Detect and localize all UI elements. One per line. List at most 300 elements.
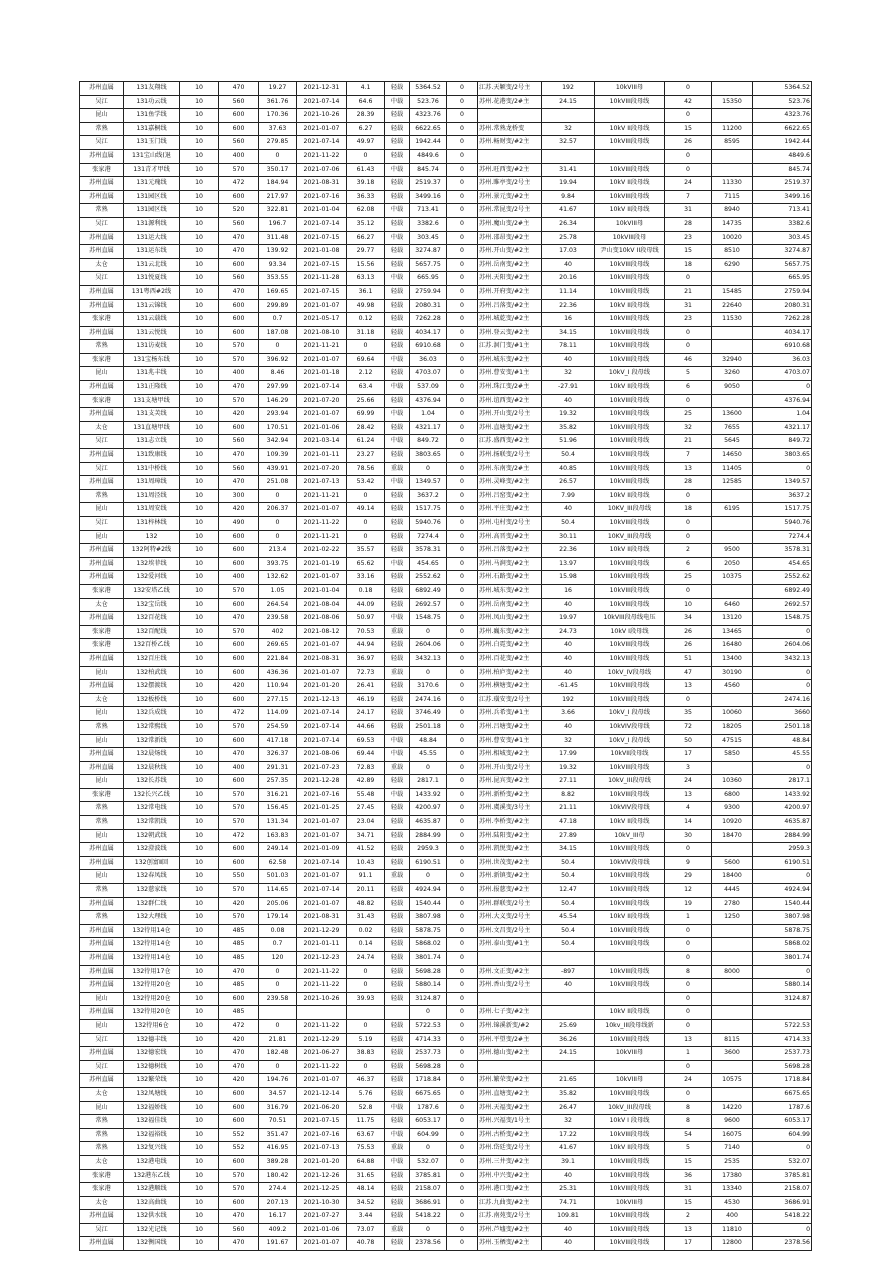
table-row — [80, 353, 812, 367]
cell-available-capacity — [753, 1006, 812, 1020]
cell-line-name: 131梓林线 — [124, 517, 180, 531]
cell-source-substation: 苏州.魔山变/2#主 — [478, 217, 542, 231]
cell-rated-current: 470 — [219, 1237, 259, 1251]
cell-line-name: 131运大线 — [124, 231, 180, 245]
cell-capacity: 30190 — [712, 666, 753, 680]
cell-capacity — [712, 394, 753, 408]
cell-spare-capacity: 5722.53 — [410, 1019, 447, 1033]
cell-spare-capacity: 5657.75 — [410, 258, 447, 272]
cell-spare-capacity: 2692.57 — [410, 598, 447, 612]
cell-source-substation: 苏州.港口变/#2主 — [478, 1183, 542, 1197]
cell-load-level: 轻载 — [385, 394, 410, 408]
cell-rated-current: 470 — [219, 1210, 259, 1224]
cell-district: 常熟 — [80, 489, 124, 503]
cell-peak-date: 2021-12-23 — [297, 952, 347, 966]
cell-available-capacity: 6622.65 — [753, 122, 812, 136]
cell-available-capacity: 1517.75 — [753, 503, 812, 517]
cell-load-level: 重载 — [385, 870, 410, 884]
table-row — [80, 394, 812, 408]
cell-rated-current: 470 — [219, 612, 259, 626]
cell-load-rate: 0.02 — [347, 924, 385, 938]
cell-max-current: 342.94 — [259, 435, 297, 449]
cell-capacity: 10920 — [712, 816, 753, 830]
cell-transformer-margin: 3.66 — [542, 707, 595, 721]
cell-peak-date: 2021-12-25 — [297, 1183, 347, 1197]
cell-district: 太仓 — [80, 1087, 124, 1101]
cell-spare-capacity: 1548.75 — [410, 612, 447, 626]
cell-available-capacity: 1942.44 — [753, 136, 812, 150]
cell-user-count: 0 — [665, 394, 712, 408]
cell-max-current: 19.27 — [259, 82, 297, 96]
cell-rated-current: 470 — [219, 231, 259, 245]
cell-bus-section: 10kV II段母线 — [595, 1006, 665, 1020]
cell-bus-section: 10kVIII段母线 — [595, 979, 665, 993]
cell-transformer-margin: 16 — [542, 313, 595, 327]
cell-load-level: 轻载 — [385, 938, 410, 952]
cell-capacity: 3260 — [712, 367, 753, 381]
cell-bus-section: 10kVIII段母线 — [595, 272, 665, 286]
cell-source-substation: 苏州.邵昂变/#2主 — [478, 231, 542, 245]
cell-col-zero: 0 — [447, 652, 478, 666]
cell-user-count: 0 — [665, 843, 712, 857]
cell-load-rate: 23.04 — [347, 816, 385, 830]
cell-voltage: 10 — [180, 245, 219, 259]
cell-line-name: 132晨秋线 — [124, 761, 180, 775]
cell-spare-capacity: 4200.97 — [410, 802, 447, 816]
cell-max-current: 132.62 — [259, 571, 297, 585]
cell-rated-current: 600 — [219, 1087, 259, 1101]
cell-col-zero: 0 — [447, 109, 478, 123]
cell-district: 苏州直属 — [80, 231, 124, 245]
cell-district: 张家港 — [80, 639, 124, 653]
cell-load-rate — [347, 1006, 385, 1020]
cell-rated-current: 560 — [219, 95, 259, 109]
cell-load-rate: 10.43 — [347, 856, 385, 870]
cell-peak-date: 2021-08-06 — [297, 748, 347, 762]
cell-rated-current: 570 — [219, 1183, 259, 1197]
table-row — [80, 163, 812, 177]
cell-bus-section: 10kVIII段母线 — [595, 476, 665, 490]
cell-available-capacity: 6892.49 — [753, 584, 812, 598]
cell-max-current: 194.76 — [259, 1074, 297, 1088]
cell-col-zero: 0 — [447, 1210, 478, 1224]
cell-capacity — [712, 1060, 753, 1074]
cell-bus-section: 10kVIII段母线 — [595, 788, 665, 802]
cell-peak-date: 2021-01-07 — [297, 122, 347, 136]
cell-load-level: 中载 — [385, 1128, 410, 1142]
cell-capacity: 5850 — [712, 748, 753, 762]
cell-max-current: 16.17 — [259, 1210, 297, 1224]
cell-bus-section: 10kV II段母线 — [595, 1142, 665, 1156]
cell-col-zero: 0 — [447, 1223, 478, 1237]
cell-line-name: 131云锦线 — [124, 299, 180, 313]
cell-district: 常熟 — [80, 816, 124, 830]
cell-available-capacity: 7262.28 — [753, 313, 812, 327]
cell-load-rate: 27.45 — [347, 802, 385, 816]
cell-voltage: 10 — [180, 884, 219, 898]
cell-spare-capacity: 2537.73 — [410, 1047, 447, 1061]
cell-transformer-margin: 40.85 — [542, 462, 595, 476]
cell-line-name: 132供水线 — [124, 1210, 180, 1224]
cell-source-substation: 苏州.世茂变/#2主 — [478, 856, 542, 870]
cell-capacity — [712, 584, 753, 598]
cell-source-substation: 苏州.开山变/2号主 — [478, 408, 542, 422]
cell-available-capacity: 3801.74 — [753, 952, 812, 966]
cell-line-name: 131云北线 — [124, 258, 180, 272]
cell-user-count: 7 — [665, 190, 712, 204]
cell-voltage: 10 — [180, 1115, 219, 1129]
cell-peak-date: 2021-11-22 — [297, 149, 347, 163]
cell-available-capacity: 1718.84 — [753, 1074, 812, 1088]
cell-bus-section: 10kVIII段母线 — [595, 693, 665, 707]
cell-rated-current: 570 — [219, 340, 259, 354]
cell-max-current: 156.45 — [259, 802, 297, 816]
cell-district: 苏州直属 — [80, 938, 124, 952]
cell-district: 苏州直属 — [80, 652, 124, 666]
cell-max-current: 131.34 — [259, 816, 297, 830]
cell-transformer-margin: 32 — [542, 367, 595, 381]
cell-voltage: 10 — [180, 816, 219, 830]
table-row — [80, 748, 812, 762]
cell-transformer-margin: 50.4 — [542, 449, 595, 463]
cell-available-capacity: 2604.06 — [753, 639, 812, 653]
cell-source-substation: 苏州.李桥变/#2主 — [478, 816, 542, 830]
cell-load-rate: 0 — [347, 517, 385, 531]
cell-rated-current: 485 — [219, 979, 259, 993]
cell-max-current: 239.58 — [259, 992, 297, 1006]
cell-line-name: 131鱼学线 — [124, 109, 180, 123]
cell-voltage: 10 — [180, 1169, 219, 1183]
cell-rated-current: 600 — [219, 557, 259, 571]
cell-district: 昆山 — [80, 503, 124, 517]
cell-capacity — [712, 517, 753, 531]
cell-capacity: 32940 — [712, 353, 753, 367]
cell-peak-date: 2021-07-15 — [297, 285, 347, 299]
cell-transformer-margin: 39.1 — [542, 1155, 595, 1169]
cell-line-name: 131悦夏线 — [124, 272, 180, 286]
cell-max-current: 213.4 — [259, 544, 297, 558]
cell-max-current: 191.67 — [259, 1237, 297, 1251]
cell-max-current: 182.48 — [259, 1047, 297, 1061]
cell-bus-section: 10kVIII段母线 — [595, 924, 665, 938]
cell-max-current: 187.08 — [259, 326, 297, 340]
cell-load-rate: 0 — [347, 1019, 385, 1033]
cell-peak-date: 2021-11-28 — [297, 272, 347, 286]
cell-rated-current: 600 — [219, 1101, 259, 1115]
cell-rated-current: 420 — [219, 680, 259, 694]
cell-max-current: 0 — [259, 530, 297, 544]
cell-peak-date: 2021-12-13 — [297, 693, 347, 707]
cell-col-zero: 0 — [447, 1128, 478, 1142]
cell-rated-current: 600 — [219, 122, 259, 136]
cell-peak-date: 2021-07-13 — [297, 476, 347, 490]
cell-line-name: 131支芙线 — [124, 408, 180, 422]
cell-available-capacity: 0 — [753, 625, 812, 639]
cell-rated-current: 470 — [219, 748, 259, 762]
cell-capacity: 8510 — [712, 245, 753, 259]
cell-source-substation: 江苏.九曲变/#2主 — [478, 1196, 542, 1210]
cell-voltage: 10 — [180, 979, 219, 993]
cell-col-zero: 0 — [447, 163, 478, 177]
cell-line-name: 131支塘甲线 — [124, 394, 180, 408]
cell-bus-section: 10kV_III段母线 — [595, 1101, 665, 1115]
cell-rated-current: 600 — [219, 992, 259, 1006]
cell-capacity: 13600 — [712, 408, 753, 422]
cell-district: 吴江 — [80, 462, 124, 476]
cell-district: 吴江 — [80, 217, 124, 231]
table-row — [80, 435, 812, 449]
cell-capacity: 4445 — [712, 884, 753, 898]
cell-voltage: 10 — [180, 231, 219, 245]
cell-voltage: 10 — [180, 435, 219, 449]
cell-bus-section: 10kVIII段母线 — [595, 517, 665, 531]
cell-district: 吴江 — [80, 136, 124, 150]
cell-col-zero: 0 — [447, 367, 478, 381]
cell-transformer-margin: 17.03 — [542, 245, 595, 259]
cell-user-count: 8 — [665, 1101, 712, 1115]
cell-available-capacity: 5657.75 — [753, 258, 812, 272]
table-row — [80, 598, 812, 612]
cell-peak-date: 2021-01-07 — [297, 571, 347, 585]
cell-max-current: 0.7 — [259, 313, 297, 327]
cell-spare-capacity: 5868.02 — [410, 938, 447, 952]
cell-load-level: 轻载 — [385, 1237, 410, 1251]
cell-user-count: 42 — [665, 95, 712, 109]
cell-rated-current: 560 — [219, 435, 259, 449]
cell-bus-section: 10kVIII段母线 — [595, 449, 665, 463]
cell-rated-current: 485 — [219, 938, 259, 952]
cell-bus-section: 10kVIII段母线 — [595, 571, 665, 585]
cell-source-substation: 苏州.东南变/2#主 — [478, 462, 542, 476]
cell-load-level: 轻载 — [385, 598, 410, 612]
cell-line-name: 131源利线 — [124, 217, 180, 231]
cell-col-zero: 0 — [447, 299, 478, 313]
cell-voltage: 10 — [180, 353, 219, 367]
cell-col-zero: 0 — [447, 1183, 478, 1197]
cell-rated-current: 420 — [219, 503, 259, 517]
cell-load-rate: 63.67 — [347, 1128, 385, 1142]
cell-rated-current: 600 — [219, 190, 259, 204]
cell-capacity: 9050 — [712, 381, 753, 395]
cell-line-name: 132福娇线 — [124, 1101, 180, 1115]
cell-district: 昆山 — [80, 109, 124, 123]
cell-load-level: 中载 — [385, 788, 410, 802]
cell-peak-date: 2021-01-07 — [297, 1237, 347, 1251]
cell-district: 太仓 — [80, 421, 124, 435]
cell-peak-date: 2021-12-26 — [297, 1169, 347, 1183]
cell-source-substation: 苏州.兴福变/1号主 — [478, 1115, 542, 1129]
cell-district: 苏州直属 — [80, 149, 124, 163]
cell-spare-capacity: 4703.07 — [410, 367, 447, 381]
cell-available-capacity: 303.45 — [753, 231, 812, 245]
cell-voltage: 10 — [180, 625, 219, 639]
cell-max-current: 254.59 — [259, 720, 297, 734]
cell-voltage: 10 — [180, 313, 219, 327]
cell-load-rate: 72.73 — [347, 666, 385, 680]
cell-user-count: 21 — [665, 285, 712, 299]
cell-load-level: 中载 — [385, 95, 410, 109]
cell-source-substation: 苏州.中兴变/#2主 — [478, 1169, 542, 1183]
cell-col-zero: 0 — [447, 421, 478, 435]
cell-bus-section: 10kVIII段母线 — [595, 897, 665, 911]
cell-district: 苏州直属 — [80, 680, 124, 694]
cell-spare-capacity: 5878.75 — [410, 924, 447, 938]
cell-voltage: 10 — [180, 952, 219, 966]
cell-col-zero: 0 — [447, 856, 478, 870]
table-row — [80, 952, 812, 966]
cell-district: 常熟 — [80, 884, 124, 898]
cell-max-current: 0.7 — [259, 938, 297, 952]
cell-source-substation: 苏州.香山变/2号主 — [478, 979, 542, 993]
cell-district: 常熟 — [80, 802, 124, 816]
cell-max-current: 293.94 — [259, 408, 297, 422]
cell-load-rate: 49.98 — [347, 299, 385, 313]
cell-peak-date: 2021-10-26 — [297, 109, 347, 123]
cell-spare-capacity: 6622.65 — [410, 122, 447, 136]
cell-transformer-margin — [542, 952, 595, 966]
cell-source-substation: 江苏.盛西变/#2主 — [478, 435, 542, 449]
cell-load-rate: 46.19 — [347, 693, 385, 707]
cell-capacity — [712, 326, 753, 340]
cell-rated-current: 600 — [219, 1196, 259, 1210]
table-row — [80, 788, 812, 802]
cell-max-current: 353.55 — [259, 272, 297, 286]
cell-max-current: 402 — [259, 625, 297, 639]
cell-available-capacity: 3637.2 — [753, 489, 812, 503]
cell-peak-date: 2021-01-19 — [297, 557, 347, 571]
cell-district: 吴江 — [80, 272, 124, 286]
table-row — [80, 299, 812, 313]
cell-available-capacity: 2817.1 — [753, 775, 812, 789]
cell-voltage: 10 — [180, 272, 219, 286]
cell-max-current: 109.39 — [259, 449, 297, 463]
cell-max-current: 221.84 — [259, 652, 297, 666]
cell-max-current: 120 — [259, 952, 297, 966]
cell-capacity: 6195 — [712, 503, 753, 517]
cell-available-capacity: 4034.17 — [753, 326, 812, 340]
cell-line-name: 132待用14仓 — [124, 924, 180, 938]
cell-rated-current: 400 — [219, 761, 259, 775]
cell-user-count: 23 — [665, 231, 712, 245]
cell-load-level: 轻载 — [385, 979, 410, 993]
cell-source-substation: 苏州.兵希变/#1主 — [478, 707, 542, 721]
cell-rated-current: 560 — [219, 272, 259, 286]
cell-rated-current: 600 — [219, 856, 259, 870]
cell-peak-date: 2021-07-14 — [297, 856, 347, 870]
cell-bus-section: 10kV II段母线 — [595, 204, 665, 218]
table-row — [80, 367, 812, 381]
cell-transformer-margin: 19.32 — [542, 761, 595, 775]
cell-peak-date: 2021-10-26 — [297, 992, 347, 1006]
cell-voltage: 10 — [180, 381, 219, 395]
table-row — [80, 1115, 812, 1129]
table-row — [80, 190, 812, 204]
cell-user-count: 29 — [665, 870, 712, 884]
cell-user-count: 18 — [665, 503, 712, 517]
cell-district: 苏州直属 — [80, 965, 124, 979]
cell-district: 苏州直属 — [80, 449, 124, 463]
cell-transformer-margin: 192 — [542, 693, 595, 707]
cell-available-capacity: 5878.75 — [753, 924, 812, 938]
cell-load-rate: 69.53 — [347, 734, 385, 748]
cell-district: 常熟 — [80, 122, 124, 136]
cell-peak-date: 2021-01-07 — [297, 299, 347, 313]
cell-user-count: 15 — [665, 122, 712, 136]
cell-load-level: 轻载 — [385, 149, 410, 163]
table-row — [80, 1142, 812, 1156]
cell-transformer-margin: 19.94 — [542, 177, 595, 191]
table-row — [80, 1033, 812, 1047]
cell-max-current: 0 — [259, 979, 297, 993]
cell-district: 苏州直属 — [80, 571, 124, 585]
cell-load-level: 轻载 — [385, 924, 410, 938]
cell-max-current: 257.35 — [259, 775, 297, 789]
cell-max-current: 297.99 — [259, 381, 297, 395]
cell-load-level: 轻载 — [385, 775, 410, 789]
cell-col-zero: 0 — [447, 598, 478, 612]
table-row — [80, 231, 812, 245]
cell-max-current: 396.92 — [259, 353, 297, 367]
cell-load-rate: 5.19 — [347, 1033, 385, 1047]
cell-peak-date: 2021-07-14 — [297, 136, 347, 150]
cell-source-substation: 苏州.高晋变/#2主 — [478, 530, 542, 544]
cell-bus-section: 10kVIII段母线 — [595, 965, 665, 979]
cell-line-name: 132摆渡线 — [124, 680, 180, 694]
table-row — [80, 1101, 812, 1115]
cell-voltage: 10 — [180, 612, 219, 626]
cell-spare-capacity: 3499.16 — [410, 190, 447, 204]
cell-capacity — [712, 149, 753, 163]
table-row — [80, 652, 812, 666]
cell-source-substation: 苏州.直塘变/#2主 — [478, 1087, 542, 1101]
cell-source-substation: 苏州.平望变/2#主 — [478, 1033, 542, 1047]
cell-spare-capacity: 1540.44 — [410, 897, 447, 911]
cell-rated-current: 560 — [219, 462, 259, 476]
cell-available-capacity: 2959.3 — [753, 843, 812, 857]
cell-available-capacity: 5940.76 — [753, 517, 812, 531]
cell-district: 苏州直属 — [80, 897, 124, 911]
cell-rated-current: 400 — [219, 571, 259, 585]
cell-load-level: 轻载 — [385, 449, 410, 463]
cell-transformer-margin: 11.14 — [542, 285, 595, 299]
cell-district: 太仓 — [80, 1155, 124, 1169]
cell-bus-section: 10kVIII段母线 — [595, 326, 665, 340]
cell-capacity: 5600 — [712, 856, 753, 870]
cell-peak-date: 2021-07-20 — [297, 462, 347, 476]
cell-load-level: 轻载 — [385, 544, 410, 558]
cell-capacity: 10020 — [712, 231, 753, 245]
cell-load-rate: 34.52 — [347, 1196, 385, 1210]
cell-user-count: 3 — [665, 761, 712, 775]
table-row — [80, 1169, 812, 1183]
cell-load-rate: 36.33 — [347, 190, 385, 204]
cell-load-rate: 73.07 — [347, 1223, 385, 1237]
cell-capacity — [712, 761, 753, 775]
cell-district: 苏州直属 — [80, 381, 124, 395]
cell-rated-current: 600 — [219, 299, 259, 313]
cell-rated-current: 420 — [219, 408, 259, 422]
cell-source-substation: 苏州.灵峰变/#2主 — [478, 476, 542, 490]
cell-capacity: 12800 — [712, 1237, 753, 1251]
cell-source-substation: 苏州.凯悦变/#2主 — [478, 843, 542, 857]
cell-peak-date: 2021-08-04 — [297, 598, 347, 612]
table-row — [80, 992, 812, 1006]
cell-source-substation: 苏州.相城变/#2主 — [478, 748, 542, 762]
cell-load-level: 中载 — [385, 1155, 410, 1169]
cell-voltage: 10 — [180, 217, 219, 231]
cell-load-rate: 31.43 — [347, 911, 385, 925]
cell-peak-date: 2021-01-07 — [297, 829, 347, 843]
